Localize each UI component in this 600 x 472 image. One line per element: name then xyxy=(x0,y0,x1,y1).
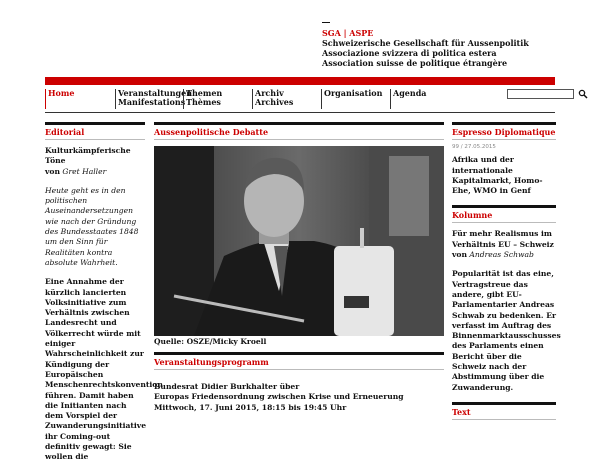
column-author: Andreas Schwab xyxy=(469,250,534,260)
event-title: Bundesrat Didier Burkhalter über xyxy=(154,382,300,391)
nav-divider xyxy=(45,112,555,113)
nav-item-archiv[interactable]: Archiv Archives xyxy=(252,89,293,109)
column-byline-prefix: von xyxy=(452,250,467,260)
column-body: Popularität ist das eine, Vertragstreue das andere, gibt EU-Parlamentarier Andreas Schwab zu bedenken. Er verfasst im Auftrag des Binnenmarktausschusses des Parlaments einen Bericht über die Schweiz nach der Abstimmung über die Zuwanderung. xyxy=(452,269,561,392)
brand-name-it: Associazione svizzera di politica estera xyxy=(322,48,497,58)
editorial-intro: Heute geht es in den politischen Auseinandersetzungen wie nach der Gründung des Bundesstaates 1848 um den Sinn für Realitäten kontra absolute Wahrheit. xyxy=(45,185,139,267)
editorial-byline-prefix: von xyxy=(45,166,60,176)
brand-name-fr: Association suisse de politique étrangère xyxy=(322,58,508,68)
text-heading: Text xyxy=(452,402,556,420)
speaker-photo-image xyxy=(154,146,444,336)
event-entry[interactable] xyxy=(154,382,444,413)
editorial-column xyxy=(45,122,163,472)
nav-item-organisation[interactable]: Organisation xyxy=(321,89,382,109)
sidebar-column xyxy=(452,122,561,426)
editorial-title[interactable]: Kulturkämpferische Töne xyxy=(45,146,131,166)
header-red-bar xyxy=(45,77,555,85)
espresso-text[interactable]: Afrika und der internationale Kapitalmarkt, Homo-Ehe, WMO in Genf xyxy=(452,155,543,196)
debate-column xyxy=(154,122,444,413)
search-icon[interactable] xyxy=(578,89,588,99)
column-title[interactable]: Für mehr Realismus im Verhältnis EU – Schweiz xyxy=(452,229,554,249)
events-heading: Veranstaltungsprogramm xyxy=(154,352,444,370)
photo-caption: Quelle: OSZE/Micky Kroell xyxy=(154,337,267,346)
nav-item-themen[interactable]: Themen Thèmes xyxy=(183,89,222,109)
event-subtitle: Europas Friedensordnung zwischen Krise und Erneuerung xyxy=(154,392,404,402)
site-branding xyxy=(322,22,592,68)
editorial-heading: Editorial xyxy=(45,122,145,140)
editorial-author: Gret Haller xyxy=(62,166,107,176)
espresso-heading: Espresso Diplomatique xyxy=(452,122,556,140)
event-date: Mittwoch, 17. Juni 2015, 18:15 bis 19:45 Uhr xyxy=(154,402,347,412)
brand-name-de: Schweizerische Gesellschaft für Aussenpolitik xyxy=(322,38,529,48)
main-navigation xyxy=(45,89,555,111)
debate-heading: Aussenpolitische Debatte xyxy=(154,122,444,140)
speaker-photo[interactable] xyxy=(154,146,444,336)
espresso-date: 99 / 27.05.2015 xyxy=(452,144,496,150)
nav-item-veranstaltungen[interactable]: Veranstaltungen Manifestations xyxy=(115,89,192,109)
nav-item-agenda[interactable]: Agenda xyxy=(390,89,426,109)
nav-item-home[interactable]: Home xyxy=(45,89,74,109)
search-input[interactable] xyxy=(507,89,574,99)
brand-acronym[interactable]: SGA | ASPE xyxy=(322,28,374,38)
brand-dash xyxy=(322,22,330,23)
column-heading: Kolumne xyxy=(452,205,556,223)
editorial-body: Eine Annahme der kürzlich lancierten Volksinitiative zum Verhältnis zwischen Landesrecht und Völkerrecht würde mit einiger Wahrscheinlichkeit zur Kündigung der Europäischen Menschenrechtskonvention führen. Damit haben die Initianten nach dem Vorspiel der Zuwanderungsinitiative ihr Coming-out definitiv gewagt: Sie wollen die xyxy=(45,277,163,462)
